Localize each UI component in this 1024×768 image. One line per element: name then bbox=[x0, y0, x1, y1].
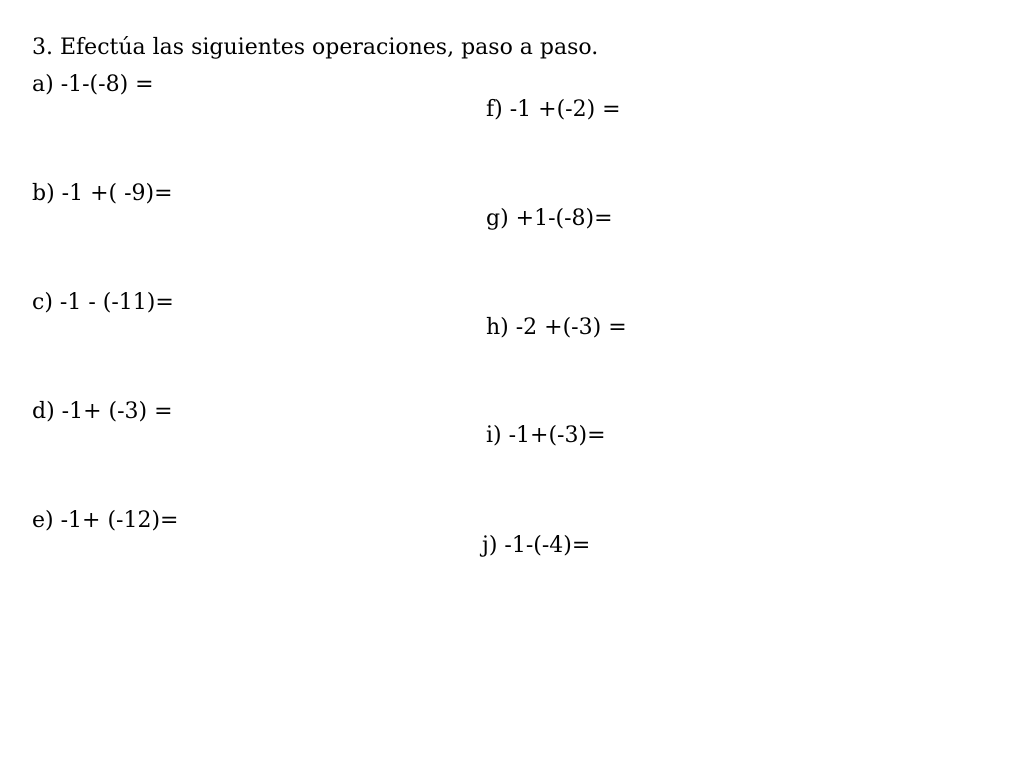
exercise-d: d) -1+ (-3) = bbox=[32, 399, 173, 424]
exercise-a: a) -1-(-8) = bbox=[32, 72, 154, 97]
exercise-g: g) +1-(-8)= bbox=[486, 206, 613, 231]
exercise-f: f) -1 +(-2) = bbox=[486, 97, 621, 122]
exercise-title: 3. Efectúa las siguientes operaciones, paso a paso. bbox=[32, 35, 599, 60]
exercise-i: i) -1+(-3)= bbox=[486, 423, 606, 448]
exercise-e: e) -1+ (-12)= bbox=[32, 508, 179, 533]
exercise-c: c) -1 - (-11)= bbox=[32, 290, 174, 315]
exercise-h: h) -2 +(-3) = bbox=[486, 315, 627, 340]
exercise-b: b) -1 +( -9)= bbox=[32, 181, 173, 206]
exercise-j: j) -1-(-4)= bbox=[482, 533, 591, 558]
